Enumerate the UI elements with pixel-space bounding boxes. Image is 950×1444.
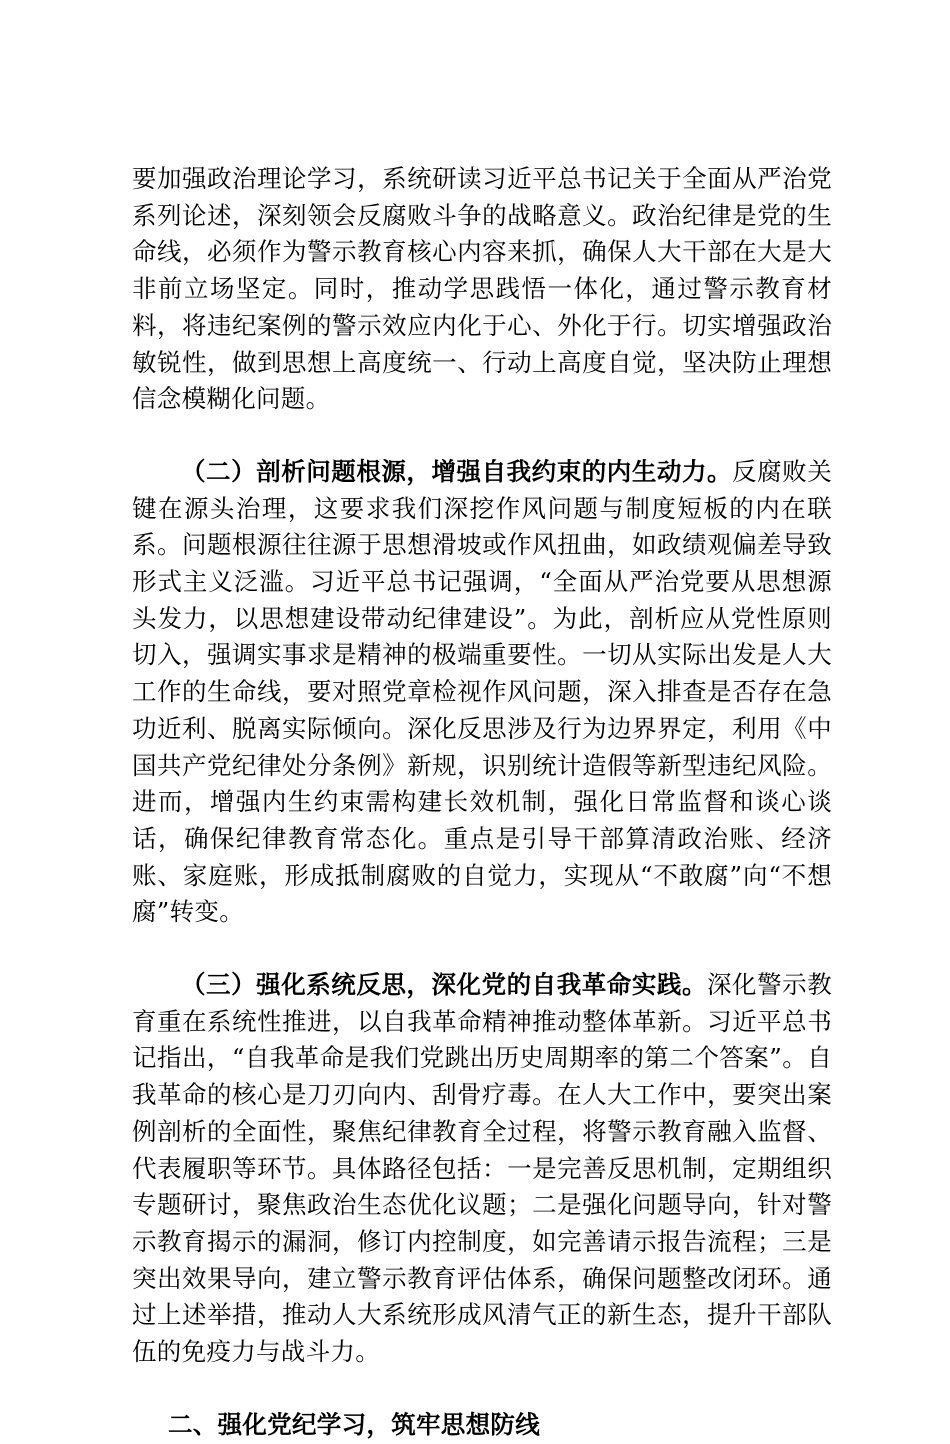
- paragraph-spacer: [132, 1371, 832, 1407]
- paragraph-spacer: [132, 418, 832, 454]
- paragraph-spacer: [132, 931, 832, 967]
- section-2-body-text: 反腐败关键在源头治理，这要求我们深挖作风问题与制度短板的内在联系。问题根源往往源于思想滑坡或作风扭曲，如政绩观偏差导致形式主义泛滥。习近平总书记强调，“全面从严治党要从思想源头发力，以思想建设带动纪律建设”。为此，剖析应从党性原则切入，强调实事求是精神的极端重要性。一切从实际出发是人大工作的生命线，要对照党章检视作风问题，深入排查是否存在急功近利、脱离实际倾向。深化反思涉及行为边界界定，利用《中国共产党纪律处分条例》新规，识别统计造假等新型违纪风险。进而，增强内生约束需构建长效机制，强化日常监督和谈心谈话，确保纪律教育常态化。重点是引导干部算清政治账、经济账、家庭账，形成抵制腐败的自觉力，实现从“不敢腐”向“不想腐”转变。: [132, 456, 832, 927]
- section-2-lead-heading: （二）剖析问题根源，增强自我约束的内生动力。: [181, 456, 733, 486]
- section-2-paragraph: [132, 454, 832, 931]
- document-body: [132, 161, 832, 1444]
- paragraph-continued: 要加强政治理论学习，系统研读习近平总书记关于全面从严治党系列论述，深刻领会反腐败斗争的战略意义。政治纪律是党的生命线，必须作为警示教育核心内容来抓，确保人大干部在大是大非前立场坚定。同时，推动学思践悟一体化，通过警示教育材料，将违纪案例的警示效应内化于心、外化于行。切实增强政治敏锐性，做到思想上高度统一、行动上高度自觉，坚决防止理想信念模糊化问题。: [132, 164, 832, 414]
- section-3-lead-heading: （三）强化系统反思，深化党的自我革命实践。: [181, 970, 707, 1000]
- chapter-heading: 二、强化党纪学习，筑牢思想防线: [168, 1409, 540, 1439]
- section-3-paragraph: [132, 967, 832, 1371]
- section-3-body-text: 深化警示教育重在系统性推进，以自我革命精神推动整体革新。习近平总书记指出，“自我革命是我们党跳出历史周期率的第二个答案”。自我革命的核心是刀刃向内、刮骨疗毒。在人大工作中，要突出案例剖析的全面性，聚焦纪律教育全过程，将警示教育融入监督、代表履职等环节。具体路径包括：一是完善反思机制，定期组织专题研讨，聚焦政治生态优化议题；二是强化问题导向，针对警示教育揭示的漏洞，修订内控制度，如完善请示报告流程；三是突出效果导向，建立警示教育评估体系，确保问题整改闭环。通过上述举措，推动人大系统形成风清气正的新生态，提升干部队伍的免疫力与战斗力。: [132, 970, 832, 1367]
